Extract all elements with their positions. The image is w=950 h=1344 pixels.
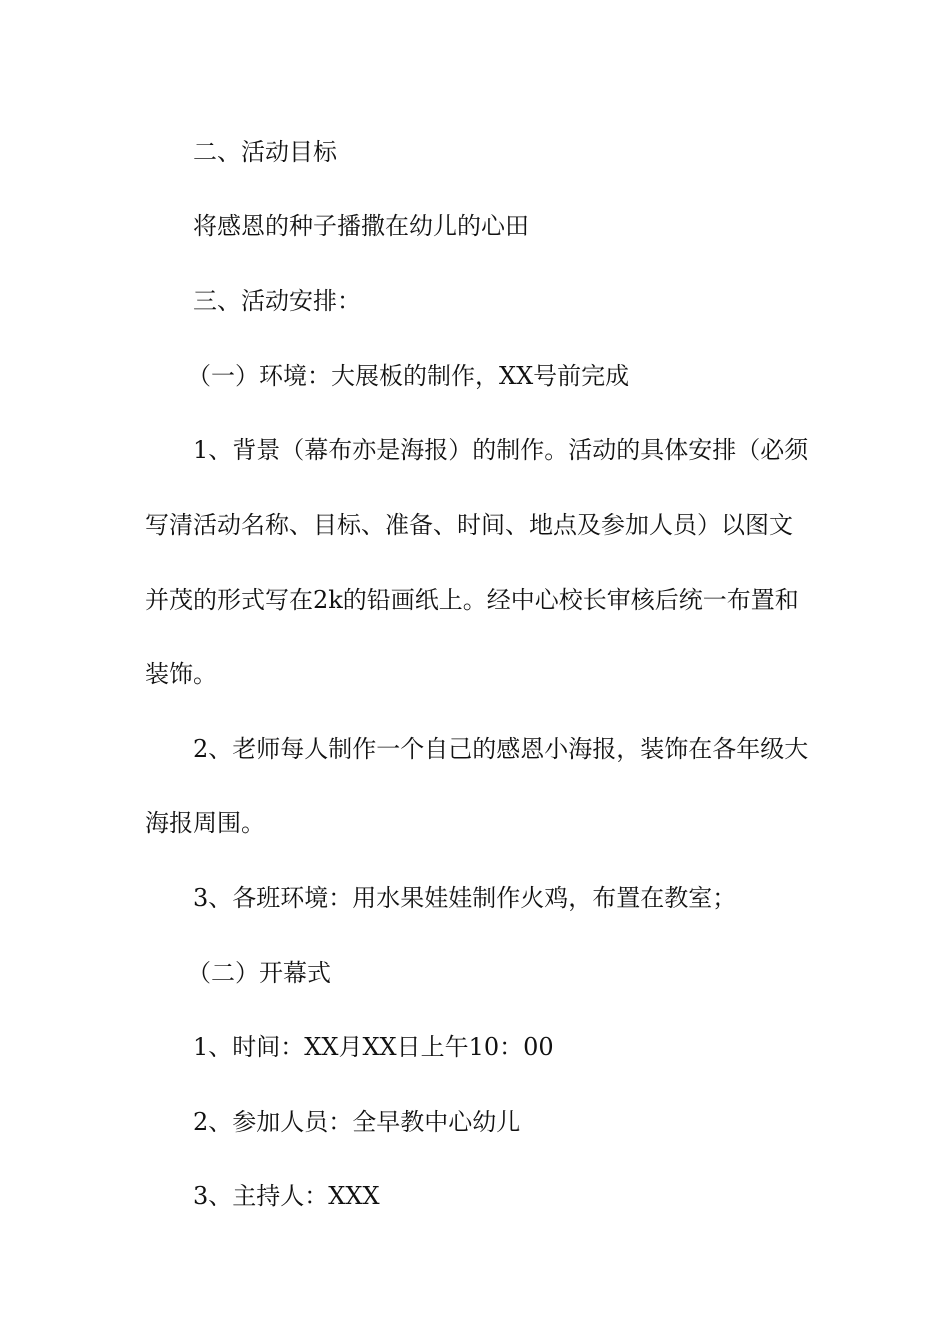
section-heading-goals: 二、活动目标: [193, 138, 337, 166]
section-heading-arrangement: 三、活动安排：: [193, 287, 361, 315]
paragraph-line: 3、各班环境：用水果娃娃制作火鸡，布置在教室；: [193, 884, 737, 912]
list-item-time: 1、时间：XX月XX日上午10：00: [193, 1033, 554, 1061]
paragraph-line: 并茂的形式写在2k的铅画纸上。经中心校长审核后统一布置和: [145, 586, 799, 614]
paragraph-line: 海报周围。: [145, 809, 265, 837]
list-item-participants: 2、参加人员：全早教中心幼儿: [193, 1108, 521, 1136]
paragraph-line: 装饰。: [145, 660, 217, 688]
paragraph-line: 写清活动名称、目标、准备、时间、地点及参加人员）以图文: [145, 511, 793, 539]
goals-text: 将感恩的种子播撒在幼儿的心田: [193, 212, 529, 240]
subsection-heading-opening: （二）开幕式: [187, 959, 331, 987]
subsection-heading-environment: （一）环境：大展板的制作，XX号前完成: [187, 362, 630, 390]
paragraph-line: 1、背景（幕布亦是海报）的制作。活动的具体安排（必须: [193, 436, 809, 464]
paragraph-line: 2、老师每人制作一个自己的感恩小海报，装饰在各年级大: [193, 735, 809, 763]
list-item-host: 3、主持人：XXX: [193, 1182, 380, 1210]
